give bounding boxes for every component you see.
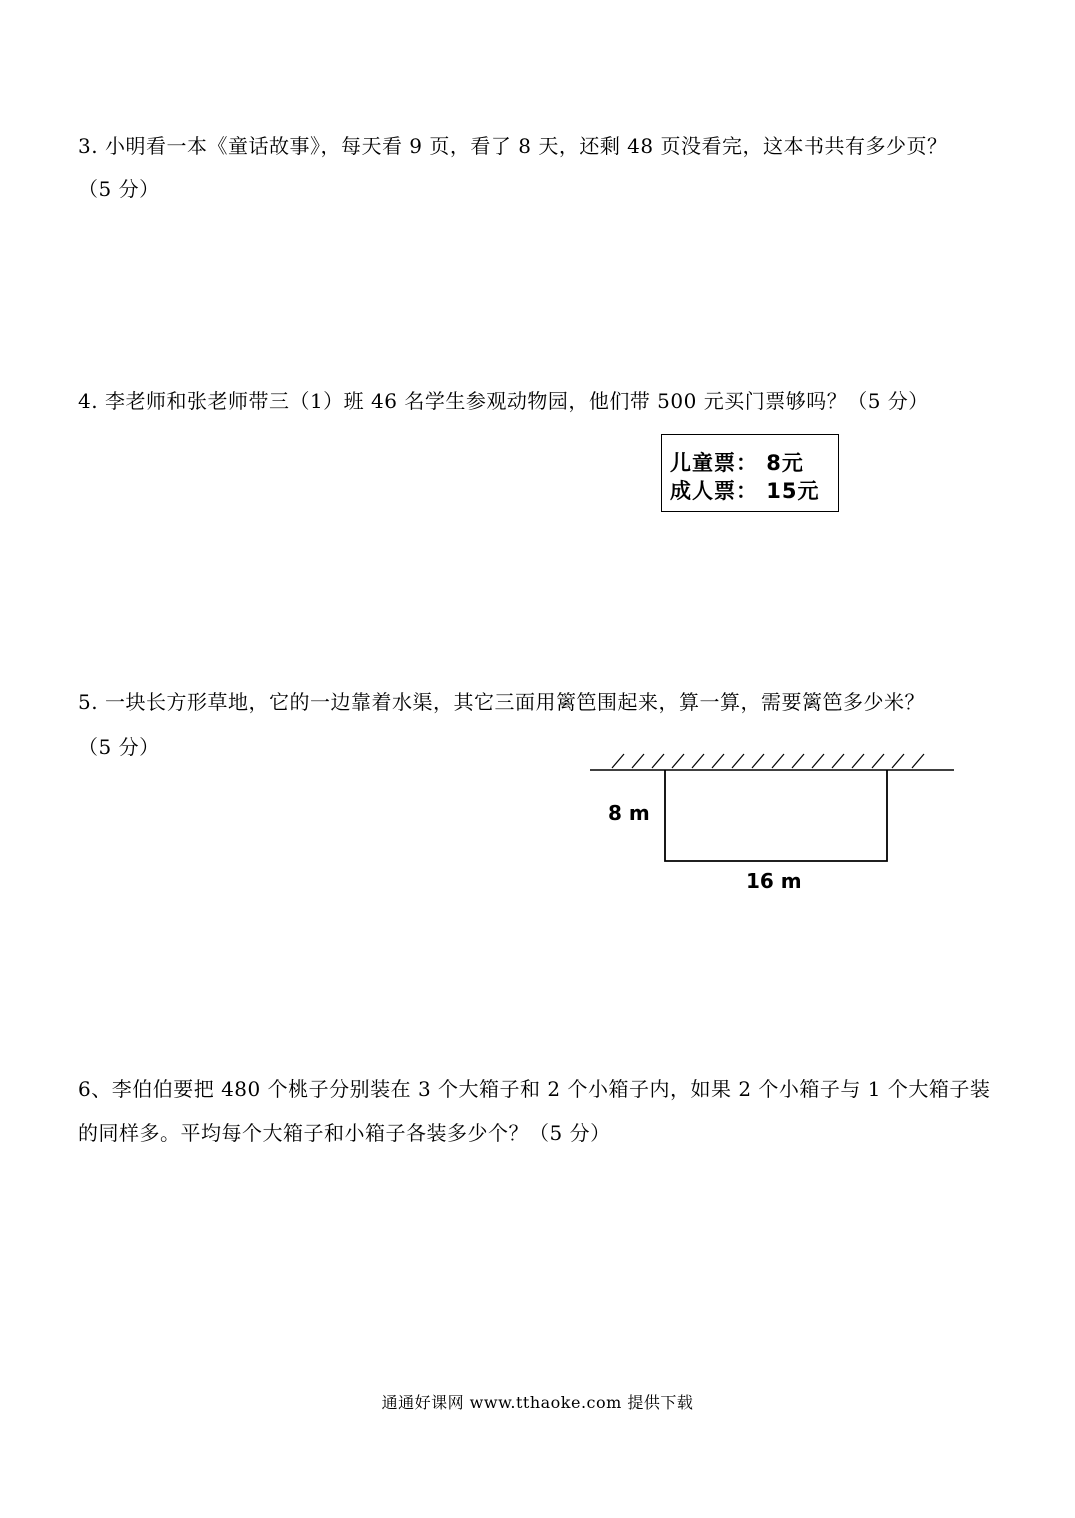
question-5-text-line1: 5. 一块长方形草地，它的一边靠着水渠，其它三面用篱笆围起来，算一算，需要篱笆多少米？ bbox=[78, 690, 925, 714]
adult-ticket-price: 成人票： 15元 bbox=[670, 479, 820, 503]
width-label: 16 m bbox=[746, 869, 802, 893]
question-3-text-line2: （5 分） bbox=[78, 177, 160, 201]
question-6-text-line1: 6、李伯伯要把 480 个桃子分别装在 3 个大箱子和 2 个小箱子内，如果 2 个小箱子与 1 个大箱子装 bbox=[78, 1077, 991, 1101]
question-3-text-line1: 3. 小明看一本《童话故事》，每天看 9 页，看了 8 天，还剩 48 页没看完，这本书共有多少页？ bbox=[78, 134, 948, 158]
ticket-price-box bbox=[661, 434, 839, 512]
height-label: 8 m bbox=[608, 801, 650, 825]
question-4-text-line1: 4. 李老师和张老师带三（1）班 46 名学生参观动物园，他们带 500 元买门票够吗？（5 分） bbox=[78, 389, 929, 413]
rectangle-lawn-figure bbox=[580, 748, 960, 902]
question-5-text-line2: （5 分） bbox=[78, 735, 160, 759]
lawn-rectangle bbox=[665, 770, 887, 861]
child-ticket-price: 儿童票： 8元 bbox=[670, 451, 804, 475]
page-footer: 通通好课网 www.tthaoke.com 提供下载 bbox=[381, 1393, 694, 1412]
canal-hatching bbox=[612, 754, 924, 768]
lawn-diagram-svg bbox=[580, 748, 960, 898]
question-6-text-line2: 的同样多。平均每个大箱子和小箱子各装多少个？（5 分） bbox=[78, 1121, 611, 1145]
